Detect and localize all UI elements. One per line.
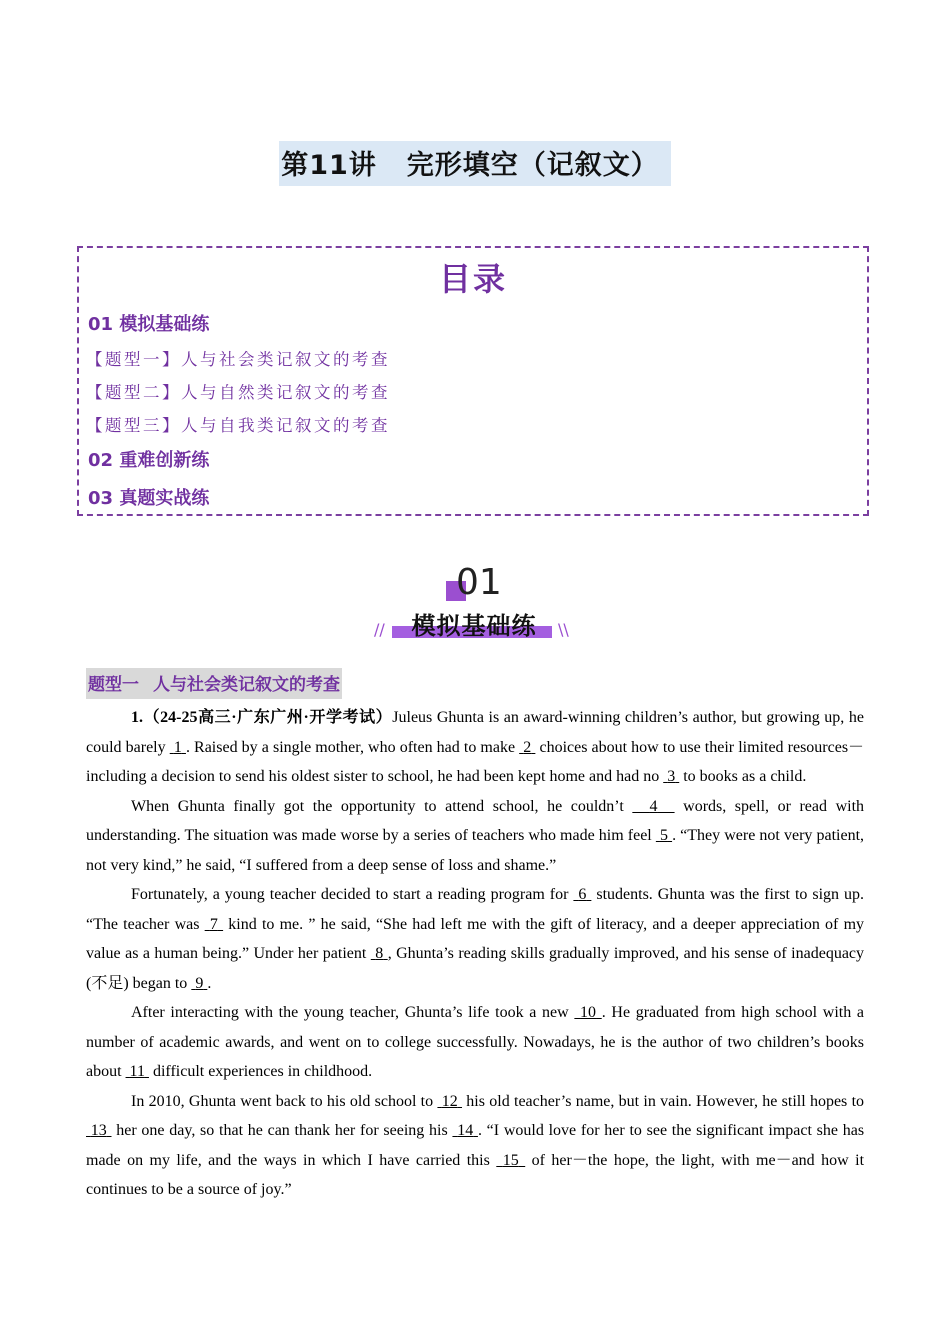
title-wrapper bbox=[0, 141, 950, 186]
passage-text: choices about how to use their limited resources－including a decision to send his oldest sister to school, he had been kept home and had no bbox=[86, 738, 865, 785]
passage-text: difficult experiences in childhood. bbox=[148, 1063, 373, 1080]
passage-text: kind to me. ” he said, “She had left me with the gift of literacy, and a deeper appreciation of my value as a human being.” Under her patient bbox=[86, 915, 865, 962]
toc-section-01[interactable]: 01 模拟基础练 bbox=[88, 314, 210, 335]
banner-label: 模拟基础练 bbox=[411, 612, 537, 640]
blank: 13 bbox=[90, 1122, 107, 1139]
blank: 1 bbox=[173, 738, 182, 756]
blank: 15 bbox=[502, 1151, 519, 1169]
question-source: 1.（24-25高三·广东广州·开学考试） bbox=[131, 709, 393, 726]
table-of-contents bbox=[77, 246, 869, 516]
banner-slash-left-icon: // bbox=[374, 620, 385, 639]
passage-text: , Ghunta’s reading skills gradually improved, and his sense of inadequacy (不足) began to bbox=[86, 945, 865, 992]
passage-text: . bbox=[207, 974, 212, 992]
passage-text: . “They were not very patient, not very kind,” he said, “I suffered from a deep sense of loss and shame.” bbox=[86, 827, 865, 874]
question-type-number: 题型一 bbox=[88, 675, 139, 695]
passage-paragraph-2 bbox=[86, 792, 864, 881]
passage-text: . Raised by a single mother, who often had to make bbox=[185, 738, 520, 756]
passage-paragraph-3 bbox=[86, 880, 864, 998]
passage-paragraph-1 bbox=[86, 703, 864, 792]
toc-item-type-2[interactable]: 【题型二】人与自然类记叙文的考查 bbox=[86, 383, 390, 402]
passage-text: Juleus Ghunta is an award-winning children’s author, but growing up, he could barely bbox=[86, 709, 864, 756]
title-topic: 完形填空（记叙文） bbox=[406, 150, 659, 181]
blank: 8 bbox=[375, 945, 384, 962]
toc-section-03[interactable]: 03 真题实战练 bbox=[88, 488, 210, 509]
blank: 3 bbox=[667, 768, 676, 785]
blank: 10 bbox=[580, 1004, 597, 1021]
blank: 4 bbox=[649, 797, 658, 815]
title-lecture-number: 第11讲 bbox=[281, 150, 377, 181]
passage-text: to books as a child. bbox=[679, 768, 807, 785]
question-type-title: 人与社会类记叙文的考查 bbox=[153, 675, 340, 695]
cloze-passage bbox=[86, 703, 864, 1205]
blank: 6 bbox=[578, 886, 587, 903]
toc-item-type-1[interactable]: 【题型一】人与社会类记叙文的考查 bbox=[86, 350, 390, 369]
blank: 9 bbox=[195, 974, 204, 992]
blank: 14 bbox=[457, 1122, 474, 1139]
passage-text: his old teacher’s name, but in vain. However, he still hopes to bbox=[462, 1092, 865, 1110]
toc-item-type-3[interactable]: 【题型三】人与自我类记叙文的考查 bbox=[86, 416, 390, 435]
passage-text: . He graduated from high school with a number of academic awards, and went on to college successfully. Nowadays, he is the author of two children’s books about bbox=[86, 1004, 865, 1080]
lecture-title bbox=[279, 141, 671, 186]
blank: 11 bbox=[129, 1063, 145, 1080]
blank: 5 bbox=[659, 827, 668, 844]
passage-text: When Ghunta finally got the opportunity to attend school, he couldn’t bbox=[131, 797, 633, 815]
toc-heading: 目录 bbox=[438, 260, 507, 298]
passage-text: In 2010, Ghunta went back to his old school to bbox=[131, 1092, 438, 1110]
passage-text: her one day, so that he can thank her for seeing his bbox=[111, 1122, 453, 1139]
section-banner bbox=[372, 562, 582, 646]
passage-text: students. Ghunta was the first to sign up. “The teacher was bbox=[86, 886, 865, 933]
passage-text: Fortunately, a young teacher decided to start a reading program for bbox=[131, 886, 574, 903]
passage-paragraph-5 bbox=[86, 1087, 864, 1205]
passage-text: After interacting with the young teacher, Ghunta’s life took a new bbox=[131, 1004, 575, 1021]
blank: 7 bbox=[209, 915, 218, 933]
passage-text: . “I would love for her to see the significant impact she has made on my life, and the ways in which I have carried this bbox=[86, 1122, 865, 1169]
toc-section-02[interactable]: 02 重难创新练 bbox=[88, 450, 210, 471]
question-type-heading bbox=[86, 668, 342, 699]
blank: 2 bbox=[523, 738, 532, 756]
passage-text: words, spell, or read with understanding. The situation was made worse by a series of teachers who made him feel bbox=[86, 797, 865, 844]
passage-text: of her－the hope, the light, with me－and how it continues to be a source of joy.” bbox=[86, 1151, 865, 1198]
blank: 12 bbox=[441, 1092, 458, 1110]
banner-slash-right-icon: \\ bbox=[558, 620, 569, 639]
passage-paragraph-4 bbox=[86, 998, 864, 1087]
banner-number: 01 bbox=[456, 562, 502, 603]
